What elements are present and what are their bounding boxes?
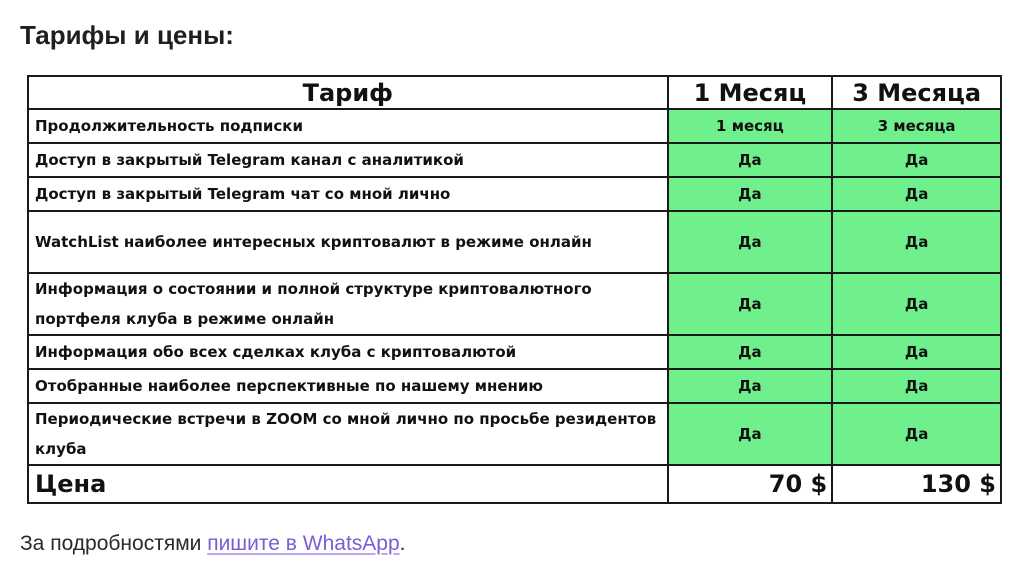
row-value-3-months: Да <box>832 143 1001 177</box>
price-3-months: 130 $ <box>832 465 1001 503</box>
footer-suffix: . <box>399 532 406 555</box>
price-row <box>28 465 1001 503</box>
row-label: Доступ в закрытый Telegram чат со мной лично <box>28 177 668 211</box>
row-value-3-months: Да <box>832 177 1001 211</box>
table-row <box>28 273 1001 335</box>
row-value-1-month: Да <box>668 335 833 369</box>
table-row <box>28 177 1001 211</box>
row-label: WatchList наиболее интересных криптовалют в режиме онлайн <box>28 211 668 273</box>
table-row <box>28 211 1001 273</box>
tariff-table-wrap <box>27 75 1002 504</box>
row-label: Периодические встречи в ZOOM со мной лично по просьбе резидентов клуба <box>28 403 668 465</box>
row-value-1-month: Да <box>668 369 833 403</box>
row-label: Доступ в закрытый Telegram канал с аналитикой <box>28 143 668 177</box>
page-heading: Тарифы и цены: <box>20 20 234 50</box>
row-value-1-month: Да <box>668 403 833 465</box>
price-1-month: 70 $ <box>668 465 833 503</box>
row-value-1-month: Да <box>668 211 833 273</box>
row-label: Продолжительность подписки <box>28 109 668 143</box>
row-value-3-months: Да <box>832 335 1001 369</box>
footer-prefix: За подробностями <box>20 532 208 555</box>
whatsapp-link[interactable]: пишите в WhatsApp <box>207 532 400 555</box>
row-value-3-months: Да <box>832 273 1001 335</box>
table-row <box>28 369 1001 403</box>
row-label: Информация о состоянии и полной структуре криптовалютного портфеля клуба в режиме онлайн <box>28 273 668 335</box>
table-row <box>28 109 1001 143</box>
row-value-1-month: Да <box>668 177 833 211</box>
price-label: Цена <box>28 465 668 503</box>
row-value-3-months: Да <box>832 369 1001 403</box>
row-value-1-month: Да <box>668 273 833 335</box>
footer-text <box>20 532 406 556</box>
header-tariff: Тариф <box>28 76 668 109</box>
row-value-3-months: Да <box>832 403 1001 465</box>
row-value-1-month: 1 месяц <box>668 109 833 143</box>
header-1-month: 1 Месяц <box>668 76 833 109</box>
row-value-3-months: 3 месяца <box>832 109 1001 143</box>
row-value-3-months: Да <box>832 211 1001 273</box>
table-header-row <box>28 76 1001 109</box>
tariff-table <box>27 75 1002 504</box>
row-label: Информация обо всех сделках клуба с криптовалютой <box>28 335 668 369</box>
row-label: Отобранные наиболее перспективные по нашему мнению <box>28 369 668 403</box>
table-row <box>28 335 1001 369</box>
row-value-1-month: Да <box>668 143 833 177</box>
header-3-months: 3 Месяца <box>832 76 1001 109</box>
table-row <box>28 403 1001 465</box>
table-row <box>28 143 1001 177</box>
